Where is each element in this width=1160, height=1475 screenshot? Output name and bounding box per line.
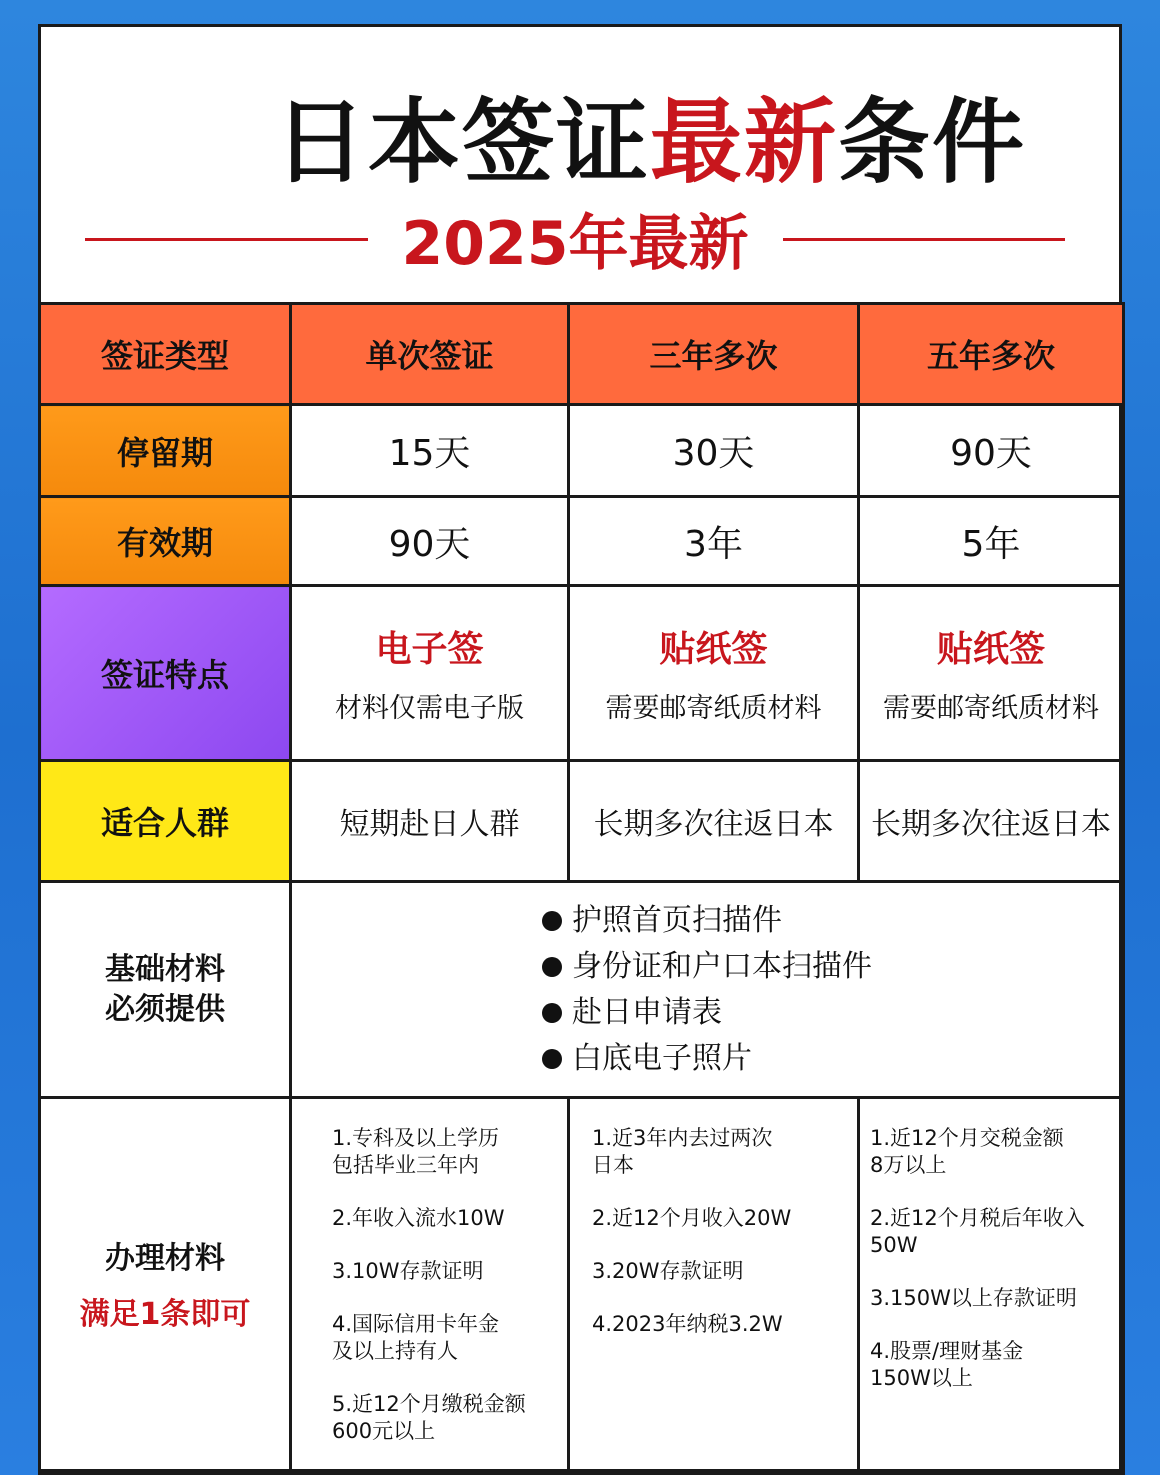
stay-three-year: 30天: [569, 405, 859, 497]
crowd-single: 短期赴日人群: [291, 761, 569, 882]
base-label-line1: 基础材料: [105, 951, 225, 987]
table-row-process: [40, 1098, 1124, 1474]
feature-main: 电子签: [375, 629, 484, 670]
process-label: 办理材料: [105, 1240, 225, 1276]
feature-sub: 材料仅需电子版: [335, 693, 524, 724]
table-header-row: [40, 304, 1124, 405]
row-label-features: 签证特点: [40, 586, 291, 761]
process-item: 1.专科及以上学历 包括毕业三年内: [332, 1126, 500, 1177]
subtitle-line-left: [85, 238, 368, 241]
base-label-line2: 必须提供: [105, 991, 225, 1027]
crowd-five-year: 长期多次往返日本: [859, 761, 1124, 882]
header: [41, 27, 1119, 305]
list-item: [542, 944, 872, 990]
visa-comparison-table: [38, 302, 1125, 1475]
process-item: 5.近12个月缴税金额 600元以上: [332, 1392, 526, 1443]
process-item: 2.近12个月税后年收入 50W: [870, 1206, 1085, 1257]
bullet-icon: [542, 957, 562, 977]
feature-sub: 需要邮寄纸质材料: [605, 693, 822, 724]
subtitle-line-right: [783, 238, 1066, 241]
list-item-text: 身份证和户口本扫描件: [572, 948, 872, 984]
bullet-icon: [542, 1049, 562, 1069]
process-three-year: [569, 1098, 859, 1474]
table-row-base: [40, 882, 1124, 1098]
validity-five-year: 5年: [859, 497, 1124, 586]
title-part-1: 日本签证: [273, 89, 650, 196]
process-item: 4.2023年纳税3.2W: [592, 1312, 783, 1336]
header-cell-five-year: 五年多次: [859, 304, 1124, 405]
process-item: 2.近12个月收入20W: [592, 1206, 792, 1230]
feature-three-year: [569, 586, 859, 761]
stay-five-year: 90天: [859, 405, 1124, 497]
process-five-year: [859, 1098, 1124, 1474]
table-row-validity: [40, 497, 1124, 586]
process-item: 2.年收入流水10W: [332, 1206, 505, 1230]
header-cell-single: 单次签证: [291, 304, 569, 405]
page-title: [41, 69, 1119, 201]
validity-single: 90天: [291, 497, 569, 586]
list-item-text: 赴日申请表: [572, 994, 722, 1030]
feature-main: 贴纸签: [659, 629, 768, 670]
list-item: [542, 898, 872, 944]
base-materials-list: [542, 898, 872, 1082]
table-row-features: [40, 586, 1124, 761]
process-single: [291, 1098, 569, 1474]
list-item: [542, 990, 872, 1036]
process-label-note: 满足1条即可: [79, 1296, 251, 1332]
visa-info-sheet: [38, 24, 1122, 1472]
list-item: [542, 1036, 872, 1082]
row-label-crowd: 适合人群: [40, 761, 291, 882]
subtitle: 2025年最新: [401, 209, 749, 279]
process-item: 4.国际信用卡年金 及以上持有人: [332, 1312, 500, 1363]
validity-three-year: 3年: [569, 497, 859, 586]
bullet-icon: [542, 911, 562, 931]
header-cell-type: 签证类型: [40, 304, 291, 405]
process-item: 1.近12个月交税金额 8万以上: [870, 1126, 1064, 1177]
feature-main: 贴纸签: [936, 629, 1045, 670]
process-item: 4.股票/理财基金 150W以上: [870, 1339, 1024, 1390]
process-item: 3.20W存款证明: [592, 1259, 744, 1283]
base-materials: [291, 882, 1124, 1098]
title-part-2: 条件: [838, 89, 1027, 196]
bullet-icon: [542, 1003, 562, 1023]
process-item: 3.10W存款证明: [332, 1259, 484, 1283]
feature-single: [291, 586, 569, 761]
feature-sub: 需要邮寄纸质材料: [883, 693, 1099, 724]
subtitle-row: [85, 199, 1065, 279]
list-item-text: 护照首页扫描件: [572, 902, 782, 938]
feature-five-year: [859, 586, 1124, 761]
row-label-validity: 有效期: [40, 497, 291, 586]
title-highlight: 最新: [649, 89, 838, 196]
crowd-three-year: 长期多次往返日本: [569, 761, 859, 882]
process-item: 3.150W以上存款证明: [870, 1286, 1077, 1310]
table-row-stay: [40, 405, 1124, 497]
list-item-text: 白底电子照片: [572, 1040, 752, 1076]
row-label-stay: 停留期: [40, 405, 291, 497]
header-cell-three-year: 三年多次: [569, 304, 859, 405]
process-item: 1.近3年内去过两次 日本: [592, 1126, 773, 1177]
table-row-crowd: [40, 761, 1124, 882]
row-label-process: [40, 1098, 291, 1474]
row-label-base: [40, 882, 291, 1098]
stay-single: 15天: [291, 405, 569, 497]
